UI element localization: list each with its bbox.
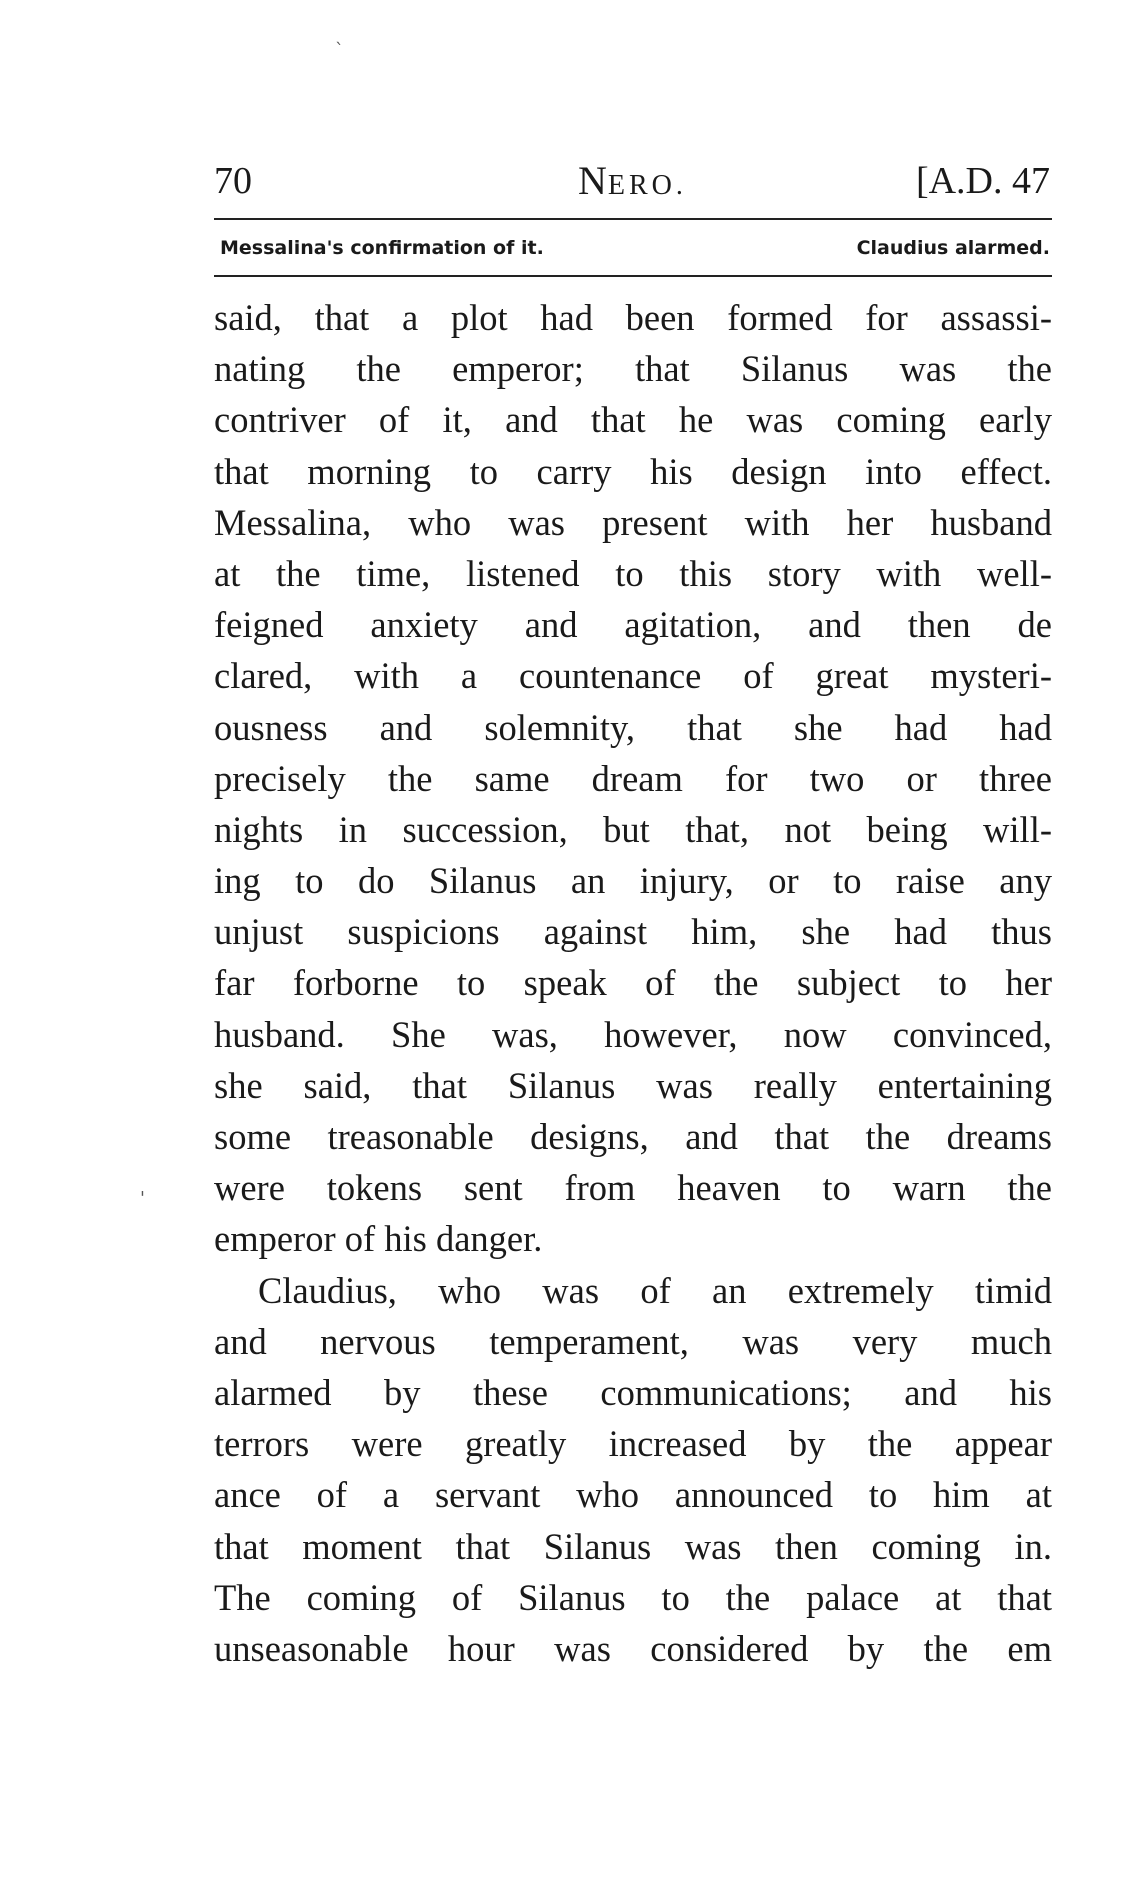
text-line: nights in succession, but that, not being will- — [214, 808, 1052, 850]
date-reference: [A.D. 47 — [915, 160, 1050, 202]
text-line: terrors were greatly increased by the appear — [214, 1423, 1052, 1465]
text-line: clared, with a countenance of great mysteri- — [214, 655, 1052, 697]
text-line: far forborne to speak of the subject to her — [214, 962, 1052, 1004]
stray-ink-mark: ' — [140, 1188, 145, 1209]
text-line: alarmed by these communications; and his — [214, 1371, 1052, 1413]
text-line: some treasonable designs, and that the dreams — [214, 1116, 1052, 1157]
text-line: precisely the same dream for two or three — [214, 757, 1052, 799]
page-number: 70 — [214, 160, 252, 202]
text-line: feigned anxiety and agitation, and then de — [214, 604, 1052, 646]
stray-ink-mark: ` — [335, 40, 344, 61]
page-header — [214, 156, 1050, 206]
paragraph-end-line: emperor of his danger. — [214, 1218, 543, 1260]
sidenote-left: Messalina's confirmation of it. — [220, 237, 544, 259]
text-line: Messalina, who was present with her husband — [214, 501, 1052, 543]
text-line: contriver of it, and that he was coming early — [214, 399, 1052, 441]
running-title-initial: N — [578, 158, 608, 203]
header-rule-top — [214, 218, 1052, 220]
text-line: she said, that Silanus was really entertaining — [214, 1064, 1052, 1106]
text-line: that morning to carry his design into effect. — [214, 450, 1052, 492]
text-line: were tokens sent from heaven to warn the — [214, 1167, 1052, 1209]
text-line: unjust suspicions against him, she had thus — [214, 911, 1052, 953]
text-line: ing to do Silanus an injury, or to raise any — [214, 860, 1052, 902]
text-line: husband. She was, however, now convinced, — [214, 1013, 1052, 1055]
text-line: said, that a plot had been formed for assassi- — [214, 297, 1052, 338]
running-title — [578, 156, 687, 211]
text-line: ance of a servant who announced to him at — [214, 1474, 1052, 1516]
body-text — [214, 292, 1052, 1674]
text-line: ousness and solemnity, that she had had — [214, 706, 1052, 748]
text-line: at the time, listened to this story with well- — [214, 552, 1052, 594]
paragraph-start-line: Claudius, who was of an extremely timid — [258, 1269, 1052, 1311]
text-line: nating the emperor; that Silanus was the — [214, 348, 1052, 390]
text-line: that moment that Silanus was then coming in. — [214, 1525, 1052, 1567]
text-line: and nervous temperament, was very much — [214, 1320, 1052, 1362]
running-title-rest: ERO. — [607, 170, 687, 201]
text-line: unseasonable hour was considered by the em — [214, 1627, 1052, 1669]
header-rule-bottom — [214, 275, 1052, 277]
sidenote-right: Claudius alarmed. — [856, 237, 1050, 259]
text-line: The coming of Silanus to the palace at that — [214, 1576, 1052, 1618]
